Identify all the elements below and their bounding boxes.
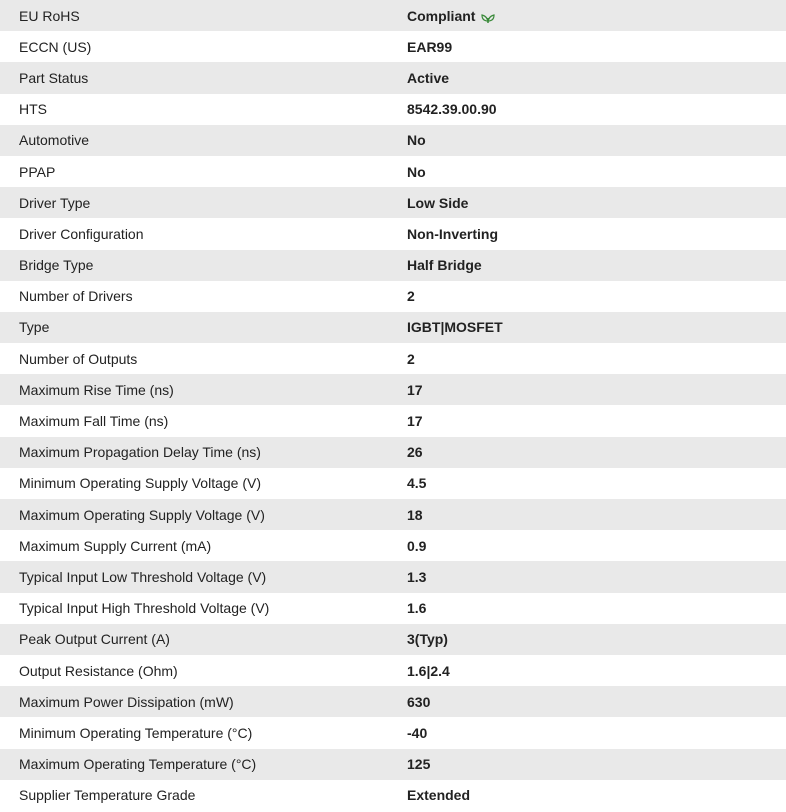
spec-name: Type bbox=[19, 319, 50, 336]
spec-value: 0.9 bbox=[407, 537, 427, 554]
spec-row bbox=[0, 561, 786, 592]
spec-value: 26 bbox=[407, 444, 423, 461]
spec-name: EU RoHS bbox=[19, 7, 80, 24]
spec-value-cell bbox=[407, 686, 786, 717]
spec-value: 630 bbox=[407, 693, 431, 710]
spec-row bbox=[0, 0, 786, 31]
spec-value: Low Side bbox=[407, 194, 469, 211]
spec-name: Peak Output Current (A) bbox=[19, 631, 170, 648]
spec-value-cell bbox=[407, 125, 786, 156]
spec-value: Extended bbox=[407, 787, 471, 804]
spec-row bbox=[0, 94, 786, 125]
spec-row bbox=[0, 717, 786, 748]
spec-value: 1.3 bbox=[407, 568, 427, 585]
spec-row bbox=[0, 437, 786, 468]
leaf-icon bbox=[481, 11, 495, 23]
spec-row bbox=[0, 780, 786, 811]
spec-value: No bbox=[407, 163, 426, 180]
spec-row bbox=[0, 468, 786, 499]
spec-name: ECCN (US) bbox=[19, 38, 92, 55]
spec-row bbox=[0, 281, 786, 312]
spec-name: Maximum Supply Current (mA) bbox=[19, 537, 212, 554]
spec-row bbox=[0, 343, 786, 374]
spec-name: Supplier Temperature Grade bbox=[19, 787, 196, 804]
spec-value: 4.5 bbox=[407, 475, 427, 492]
spec-value-cell bbox=[407, 593, 786, 624]
spec-name: Driver Type bbox=[19, 194, 91, 211]
spec-name: Bridge Type bbox=[19, 257, 94, 274]
spec-row bbox=[0, 405, 786, 436]
spec-value: Half Bridge bbox=[407, 257, 482, 274]
spec-value-cell bbox=[407, 281, 786, 312]
spec-row bbox=[0, 31, 786, 62]
spec-value-cell bbox=[407, 655, 786, 686]
spec-value-cell bbox=[407, 0, 786, 31]
spec-row bbox=[0, 530, 786, 561]
spec-name: Number of Drivers bbox=[19, 288, 133, 305]
spec-value-cell bbox=[407, 749, 786, 780]
spec-value-cell bbox=[407, 468, 786, 499]
spec-value-cell bbox=[407, 780, 786, 811]
spec-value-cell bbox=[407, 312, 786, 343]
spec-value: 8542.39.00.90 bbox=[407, 101, 497, 118]
spec-value: Active bbox=[407, 69, 450, 86]
spec-row bbox=[0, 156, 786, 187]
spec-value-cell bbox=[407, 62, 786, 93]
spec-value: Non-Inverting bbox=[407, 225, 498, 242]
spec-value-cell bbox=[407, 250, 786, 281]
spec-name: Output Resistance (Ohm) bbox=[19, 662, 178, 679]
spec-row bbox=[0, 218, 786, 249]
spec-name: Maximum Power Dissipation (mW) bbox=[19, 693, 234, 710]
spec-value: 18 bbox=[407, 506, 423, 523]
spec-value: 2 bbox=[407, 288, 415, 305]
spec-name: Part Status bbox=[19, 69, 89, 86]
spec-name: Maximum Propagation Delay Time (ns) bbox=[19, 444, 261, 461]
spec-value-cell bbox=[407, 499, 786, 530]
spec-value: 2 bbox=[407, 350, 415, 367]
spec-value-cell bbox=[407, 343, 786, 374]
spec-name: Typical Input Low Threshold Voltage (V) bbox=[19, 568, 267, 585]
spec-value-cell bbox=[407, 530, 786, 561]
spec-row bbox=[0, 187, 786, 218]
spec-name: Maximum Operating Temperature (°C) bbox=[19, 756, 257, 773]
spec-value-cell bbox=[407, 94, 786, 125]
spec-name: Maximum Operating Supply Voltage (V) bbox=[19, 506, 265, 523]
spec-row bbox=[0, 686, 786, 717]
spec-value: IGBT|MOSFET bbox=[407, 319, 503, 336]
spec-row bbox=[0, 125, 786, 156]
spec-value: 17 bbox=[407, 381, 423, 398]
spec-row bbox=[0, 62, 786, 93]
spec-value: 125 bbox=[407, 756, 431, 773]
spec-name: Typical Input High Threshold Voltage (V) bbox=[19, 600, 270, 617]
spec-value-cell bbox=[407, 187, 786, 218]
spec-value-cell bbox=[407, 561, 786, 592]
spec-value: No bbox=[407, 132, 426, 149]
spec-value-cell bbox=[407, 717, 786, 748]
spec-row bbox=[0, 593, 786, 624]
spec-value-cell bbox=[407, 624, 786, 655]
spec-name: Maximum Fall Time (ns) bbox=[19, 413, 169, 430]
spec-value-cell bbox=[407, 374, 786, 405]
spec-value: -40 bbox=[407, 724, 428, 741]
spec-value-cell bbox=[407, 218, 786, 249]
spec-row bbox=[0, 624, 786, 655]
spec-value-cell bbox=[407, 31, 786, 62]
spec-name: Minimum Operating Supply Voltage (V) bbox=[19, 475, 261, 492]
spec-name: HTS bbox=[19, 101, 47, 118]
spec-value-cell bbox=[407, 437, 786, 468]
spec-name: Number of Outputs bbox=[19, 350, 138, 367]
spec-value: 1.6|2.4 bbox=[407, 662, 450, 679]
spec-row bbox=[0, 499, 786, 530]
spec-row bbox=[0, 655, 786, 686]
spec-name: PPAP bbox=[19, 163, 56, 180]
spec-row bbox=[0, 250, 786, 281]
spec-value-cell bbox=[407, 156, 786, 187]
spec-value: 17 bbox=[407, 413, 423, 430]
spec-name: Automotive bbox=[19, 132, 90, 149]
spec-value: Compliant bbox=[407, 7, 476, 24]
spec-value-cell bbox=[407, 405, 786, 436]
spec-name: Maximum Rise Time (ns) bbox=[19, 381, 174, 398]
spec-row bbox=[0, 749, 786, 780]
spec-value: 1.6 bbox=[407, 600, 427, 617]
spec-row bbox=[0, 374, 786, 405]
spec-value: EAR99 bbox=[407, 38, 453, 55]
spec-value: 3(Typ) bbox=[407, 631, 448, 648]
spec-name: Driver Configuration bbox=[19, 225, 144, 242]
spec-row bbox=[0, 312, 786, 343]
spec-name: Minimum Operating Temperature (°C) bbox=[19, 724, 253, 741]
